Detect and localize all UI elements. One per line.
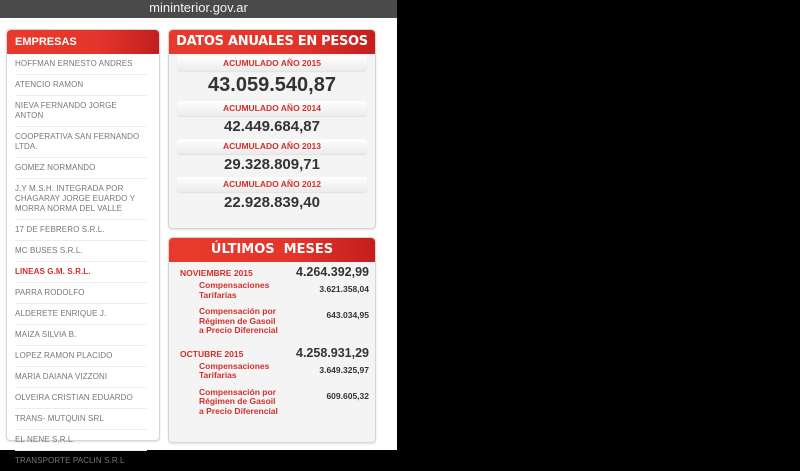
phone-screen [0, 0, 397, 465]
datos-anuales-header [169, 30, 375, 54]
empresas-panel [6, 29, 160, 465]
year-label-2015: ACUMULADO AÑO 2015 [177, 56, 367, 71]
month-block-octubre [169, 346, 375, 417]
ultimos-meses-title: ÚLTIMOS MESES [210, 242, 334, 257]
sub-item-label: Compensaciones Tarifarias [199, 280, 270, 300]
empresas-list [7, 54, 159, 471]
sub-item-label: Compensaciones Tarifarias [199, 360, 270, 380]
ultimos-meses-panel [168, 237, 376, 443]
url-bar[interactable] [0, 0, 397, 18]
year-label-2012: ACUMULADO AÑO 2012 [177, 177, 367, 192]
year-label-2014: ACUMULADO AÑO 2014 [177, 101, 367, 116]
empresa-item[interactable]: 17 DE FEBRERO S.R.L. [15, 220, 147, 241]
sub-item-value: 609.605,32 [326, 390, 369, 401]
empresa-item[interactable]: MARIA DAIANA VIZZONI [15, 367, 147, 388]
sub-item-value: 3.649.325,97 [319, 364, 369, 375]
month-name: NOVIEMBRE 2015 [180, 268, 253, 278]
empresa-item[interactable]: LOPEZ RAMON PLACIDO [15, 346, 147, 367]
url-text: mininterior.gov.ar [149, 0, 248, 15]
empresas-title: EMPRESAS [15, 36, 77, 48]
year-label-2013: ACUMULADO AÑO 2013 [177, 139, 367, 154]
empresa-item[interactable]: ATENCIO RAMON [15, 75, 147, 96]
empresa-item[interactable]: MC BUSES S.R.L. [15, 241, 147, 262]
year-value-2013: 29.328.809,71 [224, 156, 320, 173]
empresa-item[interactable]: ALDERETE ENRIQUE J. [15, 304, 147, 325]
empresa-item[interactable]: GOMEZ NORMANDO [15, 158, 147, 179]
empresa-item[interactable]: TRANSPORTE PACLIN S.R.L [15, 456, 125, 465]
empresa-item[interactable]: TRANS- MUTQUIN SRL [15, 409, 147, 430]
year-value-2015: 43.059.540,87 [208, 74, 336, 96]
year-value-2012: 22.928.839,40 [224, 194, 320, 211]
sub-item-label: Compensación por Régimen de Gasoil a Precio Diferencial [199, 306, 278, 335]
sub-item-value: 3.621.358,04 [319, 284, 369, 294]
month-total: 4.264.392,99 [296, 265, 369, 279]
datos-anuales-title: DATOS ANUALES EN PESOS [176, 34, 368, 49]
empresas-header [7, 30, 159, 54]
empresa-item[interactable]: NIEVA FERNANDO JORGE ANTON [15, 96, 147, 127]
sub-item-label: Compensación por Régimen de Gasoil a Precio Diferencial [199, 386, 278, 416]
year-value-2014: 42.449.684,87 [224, 118, 320, 135]
empresa-item[interactable]: PARRA RODOLFO [15, 283, 147, 304]
empresa-item[interactable]: HOFFMAN ERNESTO ANDRES [15, 54, 147, 75]
ultimos-meses-header [169, 238, 375, 262]
empresa-item-selected[interactable]: LINEAS G.M. S.R.L. [15, 262, 147, 283]
month-name: OCTUBRE 2015 [180, 348, 244, 359]
empresa-item[interactable]: MAIZA SILVIA B. [15, 325, 147, 346]
empresa-item[interactable]: OLVEIRA CRISTIAN EDUARDO [15, 388, 147, 409]
month-total: 4.258.931,29 [296, 345, 369, 360]
sub-item-value: 643.034,95 [326, 310, 369, 320]
empresa-item[interactable]: J.Y M.S.H. INTEGRADA POR CHAGARAY JORGE EUARDO Y MORRA NORMA DEL VALLE [15, 179, 147, 220]
empresa-item[interactable]: COOPERATIVA SAN FERNANDO LTDA. [15, 127, 147, 158]
datos-anuales-panel [168, 29, 376, 229]
month-block-noviembre [169, 265, 375, 336]
empresa-item[interactable]: EL NENE S.R.L. [15, 430, 147, 451]
